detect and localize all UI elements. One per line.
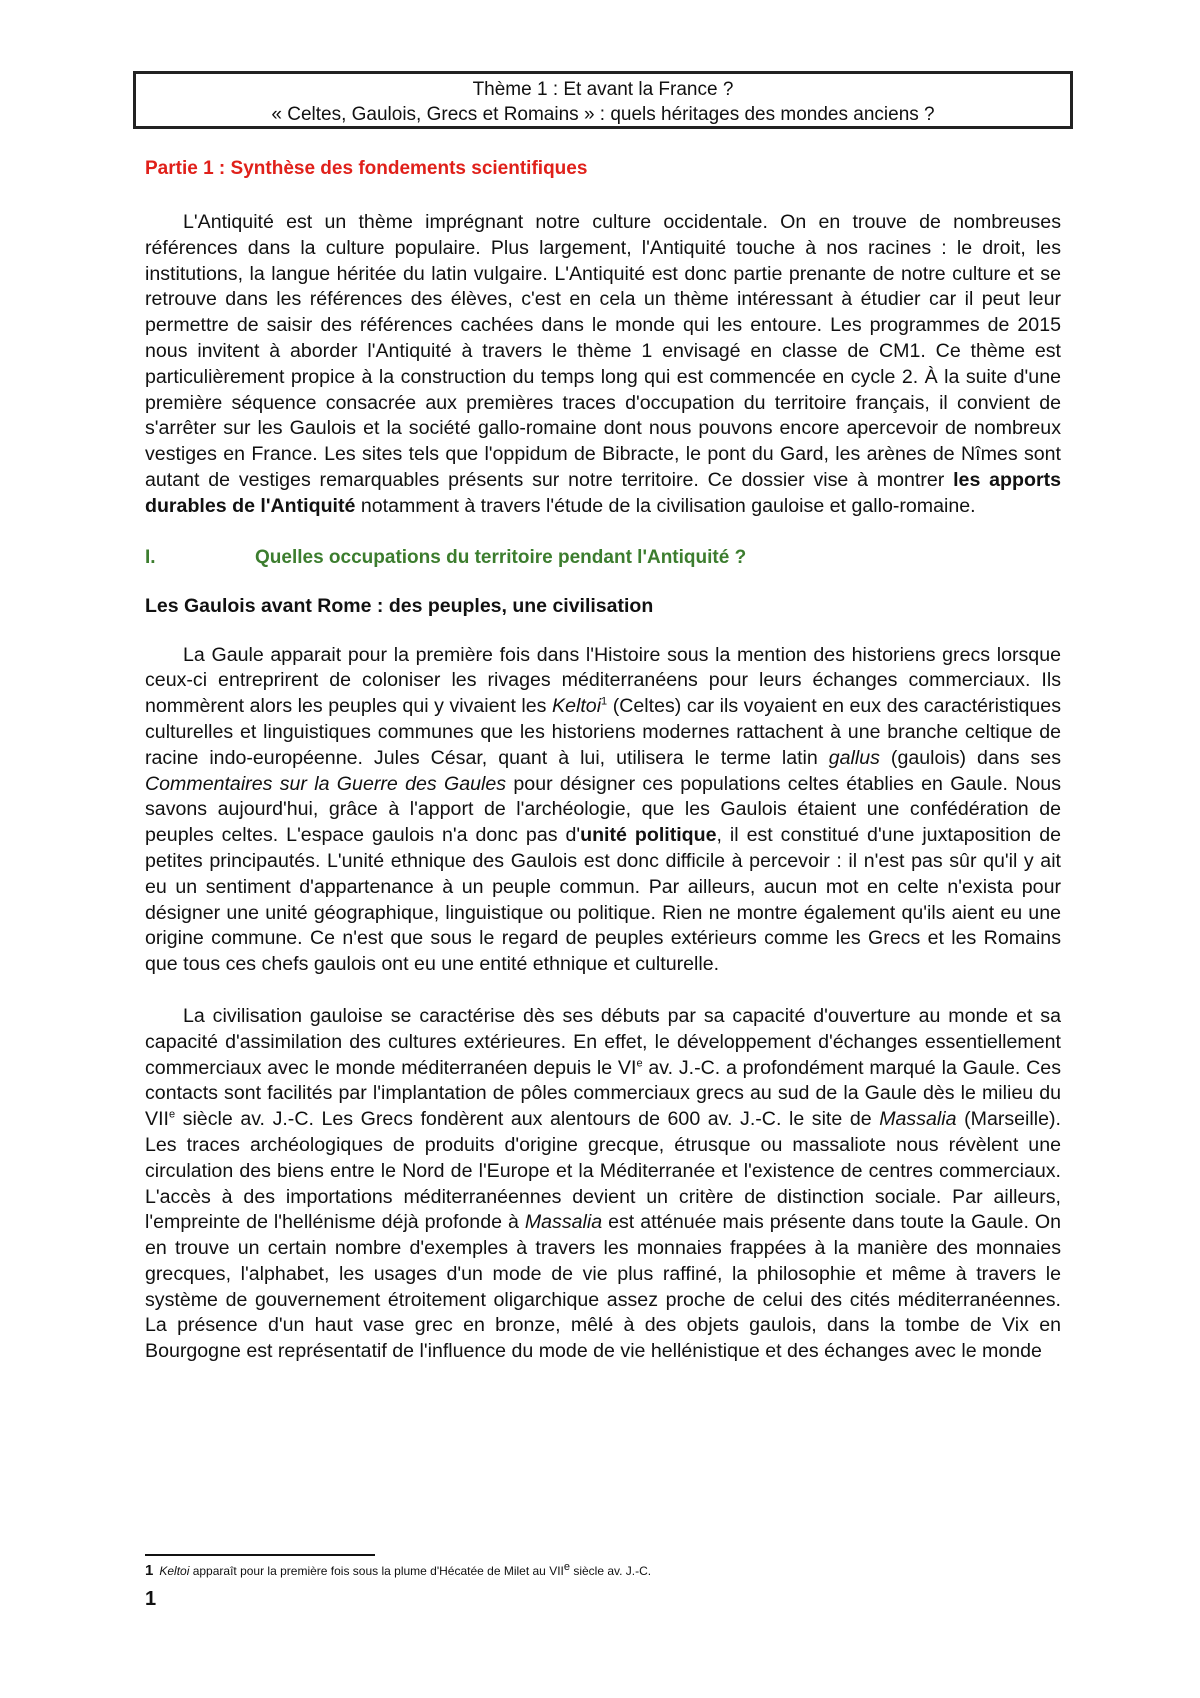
p2-text-4: pour désigner ces populations celtes établies en Gaule. Nous savons aujourd'hui, grâce à l'apport de l'archéologie, que les Gaulois étaient une confédération de peuples celtes. L'espace gaulois n'a donc pas d' (145, 772, 1061, 847)
document-body (145, 158, 1061, 1365)
intro-text-2: notamment à travers l'étude de la civilisation gauloise et gallo-romaine. (355, 494, 976, 517)
theme-title-line2: « Celtes, Gaulois, Grecs et Romains » : quels héritages des mondes anciens ? (271, 104, 935, 125)
section-heading (145, 547, 1061, 569)
footnote (145, 1562, 651, 1579)
footnote-sup: e (563, 1561, 570, 1573)
p3-text-4: (Marseille). Les traces archéologiques de produits d'origine grecque, étrusque ou massaliote nous révèlent une circulation des biens entre le Nord de l'Europe et la Méditerranée et l'existence de centres commerciaux. L'accès à des importations méditerranéennes devient un critère de distinction sociale. Par ailleurs, l'empreinte de l'hellénisme déjà profonde à (145, 1108, 1061, 1234)
footnote-text-1: apparaît pour la première fois sous la plume d'Hécatée de Milet au VII (189, 1564, 564, 1578)
footnote-text-2: siècle av. J.-C. (570, 1564, 652, 1578)
footnote-term: Keltoi (159, 1564, 190, 1578)
p3-sup-2: e (168, 1108, 176, 1121)
p2-keltoi: Keltoi (552, 695, 602, 718)
p2-text-3: (gaulois) dans ses (879, 746, 1061, 769)
p3-text-2: av. J.-C. a profondément marqué la Gaule. Ces contacts sont facilités par l'implantation de pôles commerciaux grecs au sud de la Gaule dès le milieu du VII (145, 1056, 1061, 1131)
p3-massalia-1: Massalia (879, 1108, 957, 1131)
p2-commentaires: Commentaires sur la Guerre des Gaules (145, 772, 507, 795)
p3-sup-1: e (636, 1056, 643, 1069)
theme-title-line1: Thème 1 : Et avant la France ? (472, 79, 734, 100)
intro-bold-text: les apports durables de l'Antiquité (145, 468, 1061, 517)
p3-text-3: siècle av. J.-C. Les Grecs fondèrent aux alentours de 600 av. J.-C. le site de (175, 1108, 880, 1131)
partie-heading: Partie 1 : Synthèse des fondements scientifiques (145, 158, 588, 179)
p3-text-1: La civilisation gauloise se caractérise dès ses débuts par sa capacité d'ouverture au monde et sa capacité d'assimilation des cultures extérieures. En effet, le développement d'échanges essentiellement commerciaux avec le monde méditerranéen depuis le VI (145, 1004, 1061, 1079)
civilisation-paragraph (145, 1004, 1061, 1365)
footnote-number: 1 (145, 1562, 154, 1579)
p2-text-5: , il est constitué d'une juxtaposition de petites principautés. L'unité ethnique des Gaulois est donc difficile à percevoir : il n'est pas sûr qu'il y ait eu un sentiment d'appartenance à un peuple commun. Par ailleurs, aucun mot en celte n'exista pour désigner une unité géographique, linguistique ou politique. Rien ne montre également qu'ils aient eu une origine commune. Ce n'est que sous le regard de peuples extérieurs comme les Grecs et les Romains que tous ces chefs gaulois ont eu une entité ethnique et culturelle. (145, 824, 1062, 976)
theme-title-box (133, 71, 1073, 129)
intro-text-1: L'Antiquité est un thème imprégnant notre culture occidentale. On en trouve de nombreuses références dans la culture populaire. Plus largement, l'Antiquité touche à nos racines : le droit, les institutions, la langue héritée du latin vulgaire. L'Antiquité est donc partie prenante de notre culture et se retrouve dans les références des élèves, c'est en cela un thème intéressant à étudier car il peut leur permettre de saisir des références cachées dans le monde qui les entoure. Les programmes de 2015 nous invitent à aborder l'Antiquité à travers le thème 1 envisagé en classe de CM1. Ce thème est particulièrement propice à la construction du temps long qui est commencée en cycle 2. À la suite d'une première séquence consacrée aux premières traces d'occupation du territoire français, il convient de s'arrêter sur les Gaulois et la société gallo-romaine dont nous pouvons encore apercevoir de nombreux vestiges en France. Les sites tels que l'oppidum de Bibracte, le pont du Gard, les arènes de Nîmes sont autant de vestiges remarquables présents sur notre territoire. Ce dossier vise à montrer (145, 211, 1061, 491)
page-number: 1 (145, 1588, 157, 1610)
p2-text-1: La Gaule apparait pour la première fois dans l'Histoire sous la mention des historiens grecs lorsque ceux-ci entreprirent de coloniser les rivages méditerranéens pour leurs échanges commerciaux. Ils nommèrent alors les peuples qui y vivaient les (145, 643, 1061, 718)
footnote-separator (145, 1554, 375, 1556)
p3-massalia-2: Massalia (524, 1211, 603, 1234)
p2-text-2: (Celtes) car ils voyaient en eux des caractéristiques culturelles et linguistiques communes que les historiens modernes rattachent à une branche celtique de racine indo-européenne. Jules César, quant à lui, utilisera le terme latin (145, 695, 1061, 769)
footnote-reference[interactable]: 1 (601, 695, 608, 708)
p3-text-5: est atténuée mais présente dans toute la Gaule. On en trouve un certain nombre d'exemples à travers les monnaies frappées à la manière des monnaies grecques, l'alphabet, les usages d'un mode de vie plus raffiné, la philosophie et même à travers le système de gouvernement étroitement oligarchique assez proche de celui des cités méditerranéennes. La présence d'un haut vase grec en bronze, mêlé à des objets gaulois, dans la tombe de Vix en Bourgogne est représentatif de l'influence du mode de vie hellénistique et des échanges avec le monde (145, 1211, 1061, 1363)
subheading: Les Gaulois avant Rome : des peuples, une civilisation (145, 594, 654, 617)
intro-paragraph (145, 210, 1061, 520)
gaulois-paragraph (145, 643, 1061, 978)
p2-gallus: gallus (828, 746, 880, 769)
section-number: I. (145, 546, 156, 568)
p2-bold-text: unité politique (580, 824, 717, 847)
section-title: Quelles occupations du territoire pendant l'Antiquité ? (255, 546, 747, 568)
